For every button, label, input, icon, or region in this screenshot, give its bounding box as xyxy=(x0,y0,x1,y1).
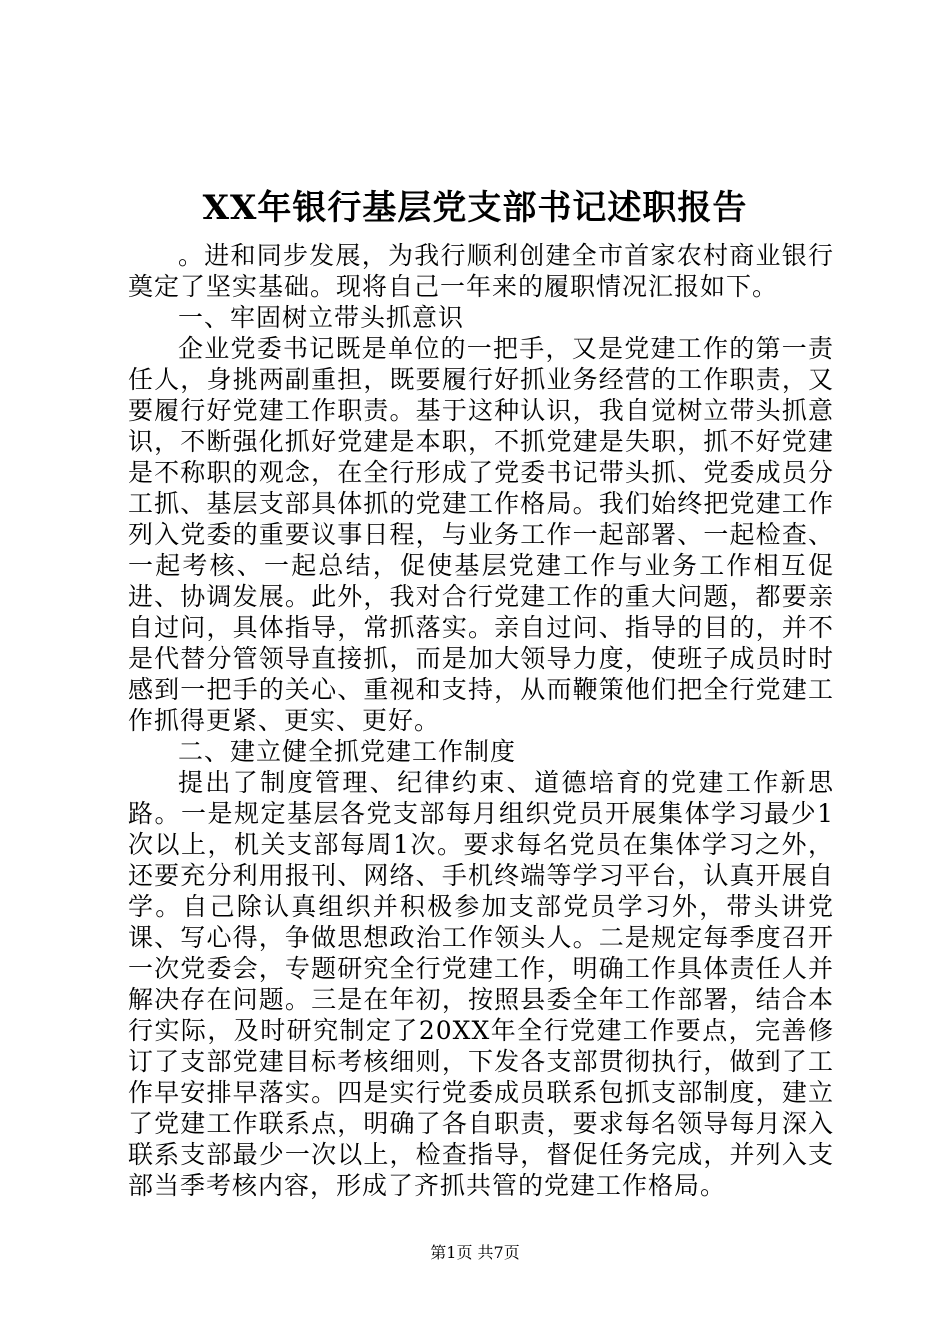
document-body xyxy=(128,240,834,1201)
paragraph-intro: 。进和同步发展，为我行顺利创建全市首家农村商业银行奠定了坚实基础。现将自己一年来的履职情况汇报如下。 xyxy=(128,241,834,301)
page-number-footer: 第1页 共7页 xyxy=(430,1243,520,1262)
paragraph-section-1: 企业党委书记既是单位的一把手，又是党建工作的第一责任人，身挑两副重担，既要履行好抓业务经营的工作职责，又要履行好党建工作职责。基于这种认识，我自觉树立带头抓意识，不断强化抓好党建是本职，不抓党建是失职，抓不好党建是不称职的观念，在全行形成了党委书记带头抓、党委成员分工抓、基层支部具体抓的党建工作格局。我们始终把党建工作列入党委的重要议事日程，与业务工作一起部署、一起检查、一起考核、一起总结，促使基层党建工作与业务工作相互促进、协调发展。此外，我对合行党建工作的重大问题，都要亲自过问，具体指导，常抓落实。亲自过问、指导的目的，并不是代替分管领导直接抓，而是加大领导力度，使班子成员时时感到一把手的关心、重视和支持，从而鞭策他们把全行党建工作抓得更紧、更实、更好。 xyxy=(128,334,834,735)
section-heading-2: 二、建立健全抓党建工作制度 xyxy=(178,737,517,766)
section-heading-1: 一、牢固树立带头抓意识 xyxy=(178,303,465,332)
document-title: XX年银行基层党支部书记述职报告 xyxy=(202,188,748,228)
paragraph-section-2: 提出了制度管理、纪律约束、道德培育的党建工作新思路。一是规定基层各党支部每月组织党员开展集体学习最少1次以上，机关支部每周1次。要求每名党员在集体学习之外，还要充分利用报刊、网络、手机终端等学习平台，认真开展自学。自己除认真组织并积极参加支部党员学习外，带头讲党课、写心得，争做思想政治工作领头人。二是规定每季度召开一次党委会，专题研究全行党建工作，明确工作具体责任人并解决存在问题。三是在年初，按照县委全年工作部署，结合本行实际，及时研究制定了20XX年全行党建工作要点，完善修订了支部党建目标考核细则，下发各支部贯彻执行，做到了工作早安排早落实。四是实行党委成员联系包抓支部制度，建立了党建工作联系点，明确了各自职责，要求每名领导每月深入联系支部最少一次以上，检查指导，督促任务完成，并列入支部当季考核内容，形成了齐抓共管的党建工作格局。 xyxy=(128,768,834,1200)
